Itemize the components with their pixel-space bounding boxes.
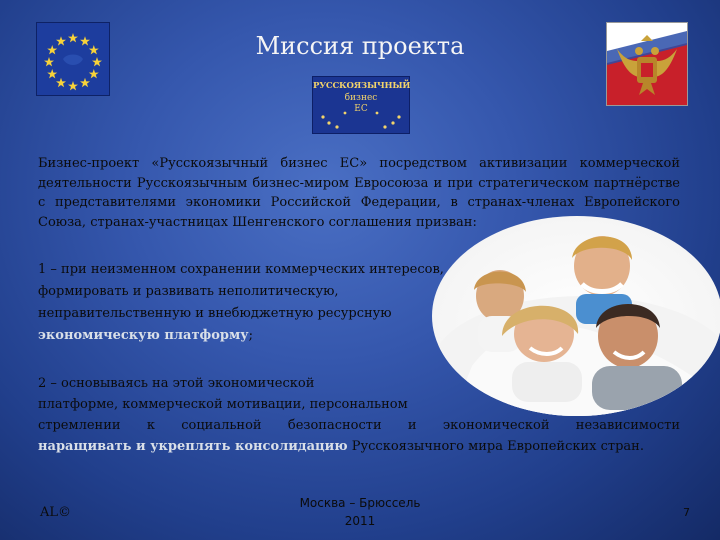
russian-coat-of-arms-icon [606,22,688,106]
logo-line-1: РУССКОЯЗЫЧНЫЙ [313,81,411,91]
footer-author: AL© [40,505,72,520]
project-logo [312,76,410,134]
point2-tail: Русскоязычного мира Европейских стран. [351,439,644,454]
mission-point-1 [38,259,448,347]
point2-emphasis: наращивать и укреплять консолидацию [38,439,348,454]
footer-year: 2011 [344,514,376,528]
page-number: 7 [683,506,690,519]
eu-flag-icon [36,22,110,96]
logo-line-2: бизнес [344,93,378,103]
point2-line2: платформе, коммерческой мотивации, персональном [38,397,408,412]
mission-point-2 [38,373,680,457]
point2-line1: 2 – основываясь на этой экономической [38,376,315,391]
slide-title: Миссия проекта [255,32,465,60]
logo-line-3: ЕС [354,104,368,114]
intro-paragraph: Бизнес-проект «Русскоязычный бизнес ЕС» посредством активизации коммерческой деятельности Русскоязычным бизнес-миром Евросоюза и при стратегическом партнёрстве с представителями экономики Российской Федерации, в странах-членах Европейского Союза, странах-участницах Шенгенского соглашения призван: [38,156,680,230]
logo-stars-icon [313,77,409,133]
point2-line3: стремлении к социальной безопасности и экономической независимости [38,418,680,433]
point1-emphasis: экономическую платформу [38,328,249,343]
point1-tail: ; [248,328,254,343]
point1-text: 1 – при неизменном сохранении коммерческих интересов, формировать и развивать неполитическую, неправительственную и внебюджетную ресурсную [38,262,444,321]
footer-place: Москва – Брюссель [299,496,421,510]
footer-place-date [270,494,450,530]
